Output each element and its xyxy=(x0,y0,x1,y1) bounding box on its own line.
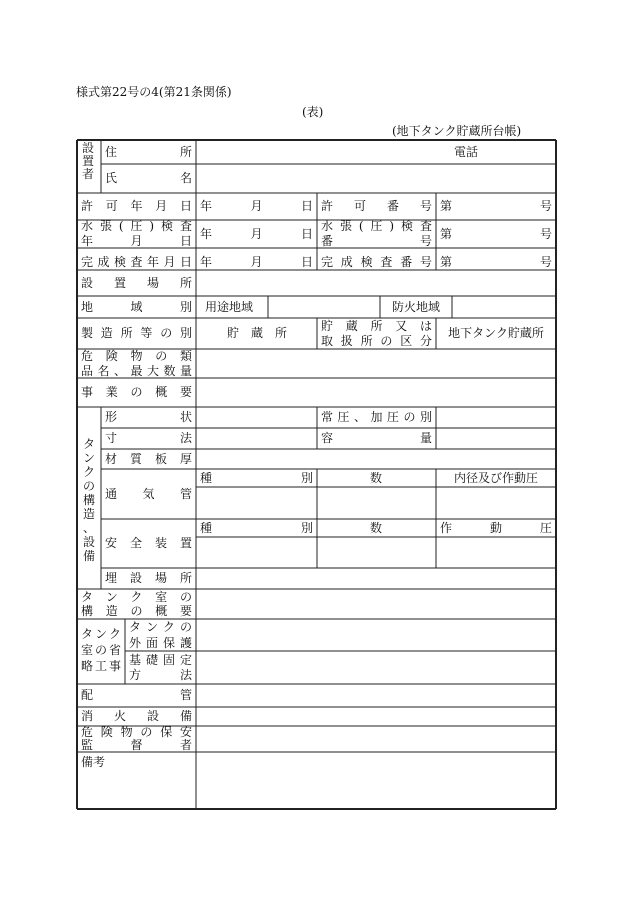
outer-protection-label-2: 外面保護 xyxy=(129,636,192,650)
dimensions-label: 寸 法 xyxy=(105,431,192,445)
omission-label-1: タンク xyxy=(81,627,121,641)
hazmat-label-1: 危険物の類 xyxy=(81,349,192,363)
inspection-number-value: 第 号 xyxy=(440,227,552,241)
outer-protection-label-1: タンクの xyxy=(129,620,192,634)
tank-room-label-1: タンク室の xyxy=(81,590,192,604)
permit-number-value: 第 号 xyxy=(440,199,552,213)
business-label: 事業の概要 xyxy=(81,385,192,399)
omission-label-3: 略工事 xyxy=(81,659,121,673)
inspection-label-2: 年 月 日 xyxy=(81,234,192,248)
supervisor-label-1: 危険物の保安 xyxy=(81,725,192,739)
name-label: 氏 名 xyxy=(105,171,192,185)
setchisha-label: 設置者 xyxy=(81,141,95,181)
inspection-number-label-1: 水張(圧)検査 xyxy=(321,219,432,233)
shape-label: 形 状 xyxy=(105,410,192,424)
permit-date-value: 年 月 日 xyxy=(200,199,313,213)
supervisor-label-2: 監 督 者 xyxy=(81,738,192,752)
storage-handling-label-2: 取扱所の区分 xyxy=(321,334,432,348)
permit-number-label: 許可番号 xyxy=(321,199,432,213)
safety-label: 安全装置 xyxy=(105,536,192,550)
remarks-label: 備考 xyxy=(81,755,106,769)
use-district-label: 用途地域 xyxy=(205,300,254,314)
phone-label: 電話 xyxy=(453,145,479,159)
location-label: 設置場所 xyxy=(81,276,192,290)
capacity-label: 容 量 xyxy=(321,431,432,445)
omission-label-2: 室の省 xyxy=(81,643,121,657)
safety-kind-header: 種 別 xyxy=(200,521,313,535)
inspection-label-1: 水張(圧)検査 xyxy=(81,219,192,233)
tank-room-label-2: 構造の概要 xyxy=(81,604,192,618)
tank-structure-label: タンクの構造、設備 xyxy=(82,437,96,563)
working-pressure-header: 作 動 圧 xyxy=(440,521,552,535)
inspection-date-value: 年 月 日 xyxy=(200,227,313,241)
facility-type-label: 製造所等の別 xyxy=(81,326,192,340)
vent-count-header: 数 xyxy=(369,471,383,485)
form-side-label: (表) xyxy=(302,105,324,119)
inner-diameter-header: 内径及び作動圧 xyxy=(453,471,539,485)
completion-date-value: 年 月 日 xyxy=(200,255,313,269)
foundation-label-2: 方 法 xyxy=(129,668,192,682)
foundation-label-1: 基礎固定 xyxy=(129,653,192,667)
inspection-number-label-2: 番 号 xyxy=(321,234,432,248)
burial-label: 埋設場所 xyxy=(105,571,192,585)
fire-equipment-label: 消火設備 xyxy=(81,709,192,723)
ledger-title: (地下タンク貯蔵所台帳) xyxy=(392,124,522,138)
piping-label: 配 管 xyxy=(81,688,192,702)
material-label: 材質板厚 xyxy=(105,452,192,466)
pressure-type-label: 常圧、加圧の別 xyxy=(321,410,432,424)
address-label: 住 所 xyxy=(105,145,192,159)
form-number: 様式第22号の4(第21条関係) xyxy=(76,85,232,99)
hazmat-label-2: 品名、最大数量 xyxy=(81,364,192,378)
safety-count-header: 数 xyxy=(369,521,383,535)
underground-tank-value: 地下タンク貯蔵所 xyxy=(448,326,544,340)
vent-label: 通 気 管 xyxy=(105,487,192,501)
completion-date-label: 完成検査年月日 xyxy=(81,255,192,269)
completion-number-label: 完成検査番号 xyxy=(321,255,432,269)
storage-label: 貯蔵所 xyxy=(227,326,287,340)
storage-handling-label-1: 貯蔵所又は xyxy=(321,319,432,333)
completion-number-value: 第 号 xyxy=(440,255,552,269)
fire-district-label: 防火地域 xyxy=(392,300,441,314)
area-label: 地域別 xyxy=(81,300,192,314)
permit-date-label: 許可年月日 xyxy=(81,199,192,213)
vent-kind-header: 種 別 xyxy=(200,471,313,485)
